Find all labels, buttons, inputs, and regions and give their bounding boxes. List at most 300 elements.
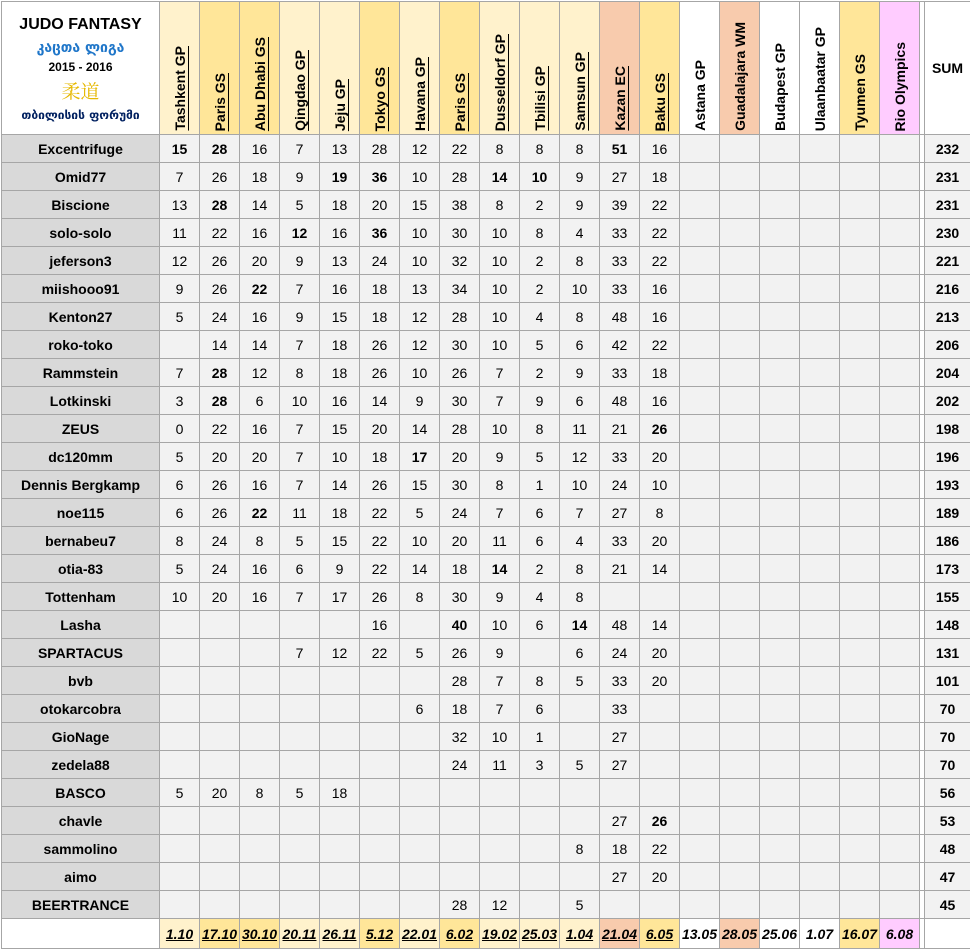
score-cell	[800, 863, 840, 891]
score-cell: 15	[320, 527, 360, 555]
score-cell	[240, 807, 280, 835]
score-cell	[720, 163, 760, 191]
score-cell: 16	[640, 303, 680, 331]
score-cell: 26	[360, 359, 400, 387]
score-cell	[720, 415, 760, 443]
score-cell: 4	[560, 527, 600, 555]
score-cell: 22	[640, 331, 680, 359]
score-cell	[720, 863, 760, 891]
score-cell: 5	[160, 443, 200, 471]
score-cell: 26	[200, 499, 240, 527]
score-cell: 16	[240, 583, 280, 611]
event-date	[200, 919, 240, 949]
event-date	[400, 919, 440, 949]
score-cell	[480, 779, 520, 807]
score-cell	[320, 751, 360, 779]
score-cell	[760, 219, 800, 247]
event-name: Budapest GP	[772, 43, 788, 131]
score-cell: 27	[600, 499, 640, 527]
score-cell	[680, 303, 720, 331]
score-cell	[440, 779, 480, 807]
score-cell	[400, 611, 440, 639]
score-cell	[680, 219, 720, 247]
player-name: SPARTACUS	[2, 639, 160, 667]
score-cell	[880, 835, 920, 863]
score-cell	[840, 751, 880, 779]
player-name: Rammstein	[2, 359, 160, 387]
score-cell: 4	[520, 583, 560, 611]
score-cell: 5	[400, 639, 440, 667]
score-cell	[760, 723, 800, 751]
event-header-2	[200, 2, 240, 135]
score-cell: 14	[560, 611, 600, 639]
score-cell	[760, 891, 800, 919]
score-cell	[760, 863, 800, 891]
score-cell	[320, 695, 360, 723]
score-cell: 18	[320, 191, 360, 219]
score-cell	[720, 359, 760, 387]
score-cell: 9	[280, 303, 320, 331]
score-cell: 16	[240, 415, 280, 443]
score-cell	[840, 275, 880, 303]
score-cell: 20	[360, 191, 400, 219]
score-cell: 16	[360, 611, 400, 639]
player-sum: 70	[925, 695, 970, 723]
score-cell	[200, 695, 240, 723]
score-cell	[600, 891, 640, 919]
score-cell: 6	[560, 387, 600, 415]
score-cell: 28	[360, 135, 400, 163]
score-cell	[680, 163, 720, 191]
score-cell	[840, 387, 880, 415]
score-cell: 8	[560, 555, 600, 583]
score-cell: 14	[240, 191, 280, 219]
fantasy-standings-table	[1, 1, 970, 949]
score-cell	[520, 835, 560, 863]
score-cell	[680, 499, 720, 527]
player-sum: 48	[925, 835, 970, 863]
score-cell	[680, 359, 720, 387]
score-cell	[720, 779, 760, 807]
player-sum: 230	[925, 219, 970, 247]
player-name: jeferson3	[2, 247, 160, 275]
player-sum: 232	[925, 135, 970, 163]
event-header-1	[160, 2, 200, 135]
score-cell: 30	[440, 219, 480, 247]
judo-kanji: 柔道	[2, 77, 159, 104]
score-cell: 6	[520, 499, 560, 527]
score-cell	[840, 303, 880, 331]
score-cell	[360, 723, 400, 751]
score-cell	[880, 331, 920, 359]
player-name: Tottenham	[2, 583, 160, 611]
score-cell: 20	[640, 639, 680, 667]
score-cell: 8	[520, 219, 560, 247]
score-cell: 18	[640, 163, 680, 191]
score-cell	[800, 303, 840, 331]
event-name: Baku GS	[652, 73, 668, 131]
score-cell	[680, 331, 720, 359]
score-cell: 8	[520, 667, 560, 695]
score-cell: 12	[400, 135, 440, 163]
event-header-18	[840, 2, 880, 135]
score-cell	[840, 443, 880, 471]
score-cell: 12	[320, 639, 360, 667]
score-cell: 26	[640, 807, 680, 835]
player-name: ZEUS	[2, 415, 160, 443]
event-header-10	[520, 2, 560, 135]
score-cell: 11	[480, 527, 520, 555]
score-cell: 8	[520, 135, 560, 163]
score-cell	[800, 695, 840, 723]
score-cell: 28	[440, 163, 480, 191]
score-cell: 36	[360, 163, 400, 191]
event-date	[440, 919, 480, 949]
score-cell	[720, 555, 760, 583]
score-cell: 18	[320, 331, 360, 359]
score-cell	[880, 163, 920, 191]
score-cell	[280, 723, 320, 751]
score-cell	[640, 695, 680, 723]
score-cell: 34	[440, 275, 480, 303]
score-cell	[680, 891, 720, 919]
event-name: Rio Olympics	[892, 42, 908, 131]
score-cell	[160, 751, 200, 779]
player-sum: 231	[925, 163, 970, 191]
score-cell	[840, 779, 880, 807]
score-cell: 4	[520, 303, 560, 331]
event-name: Tokyo GS	[372, 67, 388, 131]
score-cell: 24	[360, 247, 400, 275]
table-row	[2, 303, 970, 331]
score-cell	[160, 723, 200, 751]
player-name: otia-83	[2, 555, 160, 583]
score-cell: 22	[360, 527, 400, 555]
score-cell: 22	[360, 499, 400, 527]
score-cell	[280, 695, 320, 723]
score-cell: 6	[160, 471, 200, 499]
table-row	[2, 891, 970, 919]
score-cell	[720, 303, 760, 331]
event-date	[240, 919, 280, 949]
score-cell: 38	[440, 191, 480, 219]
score-cell: 30	[440, 583, 480, 611]
score-cell	[800, 555, 840, 583]
table-row	[2, 807, 970, 835]
score-cell	[200, 807, 240, 835]
table-row	[2, 527, 970, 555]
score-cell: 51	[600, 135, 640, 163]
table-row	[2, 443, 970, 471]
player-name: Biscione	[2, 191, 160, 219]
event-date-text: 13.05	[682, 926, 717, 942]
score-cell: 20	[360, 415, 400, 443]
player-sum: 193	[925, 471, 970, 499]
score-cell	[880, 611, 920, 639]
score-cell: 16	[640, 275, 680, 303]
score-cell	[880, 667, 920, 695]
score-cell	[880, 275, 920, 303]
score-cell	[760, 443, 800, 471]
player-sum: 221	[925, 247, 970, 275]
score-cell: 7	[280, 331, 320, 359]
score-cell	[720, 807, 760, 835]
table-row	[2, 751, 970, 779]
event-date	[800, 919, 840, 949]
player-sum: 56	[925, 779, 970, 807]
score-cell: 16	[240, 135, 280, 163]
score-cell: 33	[600, 247, 640, 275]
event-header-11	[560, 2, 600, 135]
score-cell	[520, 807, 560, 835]
event-date	[600, 919, 640, 949]
score-cell: 9	[560, 163, 600, 191]
score-cell: 9	[400, 387, 440, 415]
event-date-text: 20.11	[283, 926, 317, 942]
player-rows	[2, 135, 970, 919]
score-cell: 13	[400, 275, 440, 303]
score-cell	[200, 611, 240, 639]
score-cell	[800, 471, 840, 499]
event-date-text: 1.10	[166, 926, 193, 942]
score-cell	[680, 639, 720, 667]
score-cell: 30	[440, 471, 480, 499]
score-cell	[840, 163, 880, 191]
score-cell	[880, 527, 920, 555]
score-cell	[280, 807, 320, 835]
score-cell	[880, 583, 920, 611]
player-sum: 101	[925, 667, 970, 695]
score-cell	[680, 723, 720, 751]
event-dates-row	[2, 919, 970, 949]
table-row	[2, 471, 970, 499]
player-name: bernabeu7	[2, 527, 160, 555]
player-sum: 173	[925, 555, 970, 583]
score-cell: 10	[400, 219, 440, 247]
score-cell	[880, 191, 920, 219]
score-cell	[880, 639, 920, 667]
score-cell	[720, 695, 760, 723]
score-cell: 17	[400, 443, 440, 471]
score-cell	[840, 611, 880, 639]
score-cell: 48	[600, 611, 640, 639]
sum-footer	[925, 919, 970, 949]
score-cell	[800, 667, 840, 695]
player-name: Lasha	[2, 611, 160, 639]
player-name: miishooo91	[2, 275, 160, 303]
sum-header: SUM	[925, 2, 970, 135]
score-cell: 10	[400, 163, 440, 191]
score-cell	[720, 331, 760, 359]
score-cell	[160, 639, 200, 667]
event-name: Kazan EC	[612, 66, 628, 131]
table-row	[2, 247, 970, 275]
score-cell	[360, 835, 400, 863]
score-cell: 9	[480, 443, 520, 471]
player-sum: 206	[925, 331, 970, 359]
score-cell: 15	[320, 303, 360, 331]
score-cell: 48	[600, 303, 640, 331]
score-cell: 16	[240, 471, 280, 499]
event-name: Jeju GP	[332, 79, 348, 131]
score-cell: 9	[560, 359, 600, 387]
event-date	[720, 919, 760, 949]
score-cell: 18	[440, 695, 480, 723]
event-header-12	[600, 2, 640, 135]
score-cell	[640, 751, 680, 779]
score-cell	[880, 443, 920, 471]
score-cell	[840, 247, 880, 275]
score-cell: 8	[400, 583, 440, 611]
score-cell	[400, 891, 440, 919]
score-cell	[280, 891, 320, 919]
score-cell: 13	[320, 135, 360, 163]
event-header-7	[400, 2, 440, 135]
score-cell: 15	[320, 415, 360, 443]
header-row	[2, 2, 970, 135]
score-cell	[680, 835, 720, 863]
score-cell: 11	[160, 219, 200, 247]
score-cell	[160, 835, 200, 863]
score-cell	[640, 723, 680, 751]
score-cell: 5	[400, 499, 440, 527]
event-header-5	[320, 2, 360, 135]
score-cell	[840, 135, 880, 163]
score-cell: 30	[440, 331, 480, 359]
score-cell: 2	[520, 191, 560, 219]
score-cell	[240, 695, 280, 723]
score-cell: 6	[560, 331, 600, 359]
score-cell	[800, 359, 840, 387]
player-name: Kenton27	[2, 303, 160, 331]
event-date-text: 6.05	[646, 926, 673, 942]
score-cell: 8	[520, 415, 560, 443]
player-sum: 204	[925, 359, 970, 387]
score-cell	[320, 807, 360, 835]
score-cell	[720, 499, 760, 527]
score-cell	[720, 443, 760, 471]
league-title-block	[2, 2, 160, 135]
score-cell: 3	[160, 387, 200, 415]
score-cell: 7	[280, 443, 320, 471]
score-cell	[240, 723, 280, 751]
score-cell	[360, 667, 400, 695]
score-cell: 5	[520, 443, 560, 471]
player-name: chavle	[2, 807, 160, 835]
score-cell: 14	[240, 331, 280, 359]
score-cell	[200, 835, 240, 863]
player-sum: 196	[925, 443, 970, 471]
score-cell: 5	[560, 667, 600, 695]
score-cell: 8	[560, 583, 600, 611]
score-cell	[680, 751, 720, 779]
score-cell: 22	[640, 835, 680, 863]
score-cell: 21	[600, 555, 640, 583]
event-header-3	[240, 2, 280, 135]
score-cell	[240, 835, 280, 863]
score-cell	[680, 611, 720, 639]
score-cell: 32	[440, 723, 480, 751]
event-name: Astana GP	[692, 60, 708, 131]
score-cell: 9	[480, 639, 520, 667]
score-cell: 10	[400, 247, 440, 275]
score-cell: 8	[560, 835, 600, 863]
score-cell	[440, 863, 480, 891]
score-cell: 33	[600, 359, 640, 387]
score-cell	[720, 275, 760, 303]
score-cell	[240, 611, 280, 639]
score-cell	[640, 583, 680, 611]
score-cell: 26	[360, 471, 400, 499]
score-cell	[480, 835, 520, 863]
score-cell: 16	[240, 555, 280, 583]
score-cell	[440, 807, 480, 835]
score-cell: 28	[200, 191, 240, 219]
score-cell: 1	[520, 723, 560, 751]
score-cell: 16	[640, 387, 680, 415]
score-cell: 5	[520, 331, 560, 359]
player-name: Omid77	[2, 163, 160, 191]
score-cell	[800, 583, 840, 611]
score-cell	[200, 667, 240, 695]
score-cell	[160, 667, 200, 695]
table-row	[2, 779, 970, 807]
score-cell: 2	[520, 275, 560, 303]
score-cell	[320, 611, 360, 639]
score-cell: 13	[160, 191, 200, 219]
score-cell: 27	[600, 807, 640, 835]
event-header-17	[800, 2, 840, 135]
score-cell	[880, 135, 920, 163]
player-name: zedela88	[2, 751, 160, 779]
score-cell	[320, 863, 360, 891]
table-row	[2, 191, 970, 219]
event-date-text: 6.08	[886, 926, 913, 942]
score-cell	[760, 611, 800, 639]
score-cell: 8	[560, 247, 600, 275]
score-cell	[840, 555, 880, 583]
score-cell	[280, 863, 320, 891]
score-cell: 26	[360, 331, 400, 359]
season-label: 2015 - 2016	[2, 60, 159, 74]
event-date-text: 17.10	[202, 926, 237, 942]
score-cell	[400, 723, 440, 751]
score-cell: 39	[600, 191, 640, 219]
score-cell	[680, 863, 720, 891]
score-cell	[720, 751, 760, 779]
score-cell	[760, 555, 800, 583]
table-row	[2, 331, 970, 359]
score-cell: 10	[480, 219, 520, 247]
score-cell	[840, 359, 880, 387]
score-cell	[600, 583, 640, 611]
score-cell: 18	[640, 359, 680, 387]
score-cell	[840, 527, 880, 555]
table-row	[2, 835, 970, 863]
score-cell	[720, 527, 760, 555]
score-cell: 1	[520, 471, 560, 499]
score-cell: 11	[560, 415, 600, 443]
score-cell: 7	[160, 163, 200, 191]
event-header-6	[360, 2, 400, 135]
table-row	[2, 555, 970, 583]
score-cell: 27	[600, 751, 640, 779]
event-date	[480, 919, 520, 949]
score-cell	[880, 723, 920, 751]
score-cell: 13	[320, 247, 360, 275]
event-name: Guadalajara WM	[732, 22, 748, 131]
score-cell: 20	[200, 779, 240, 807]
